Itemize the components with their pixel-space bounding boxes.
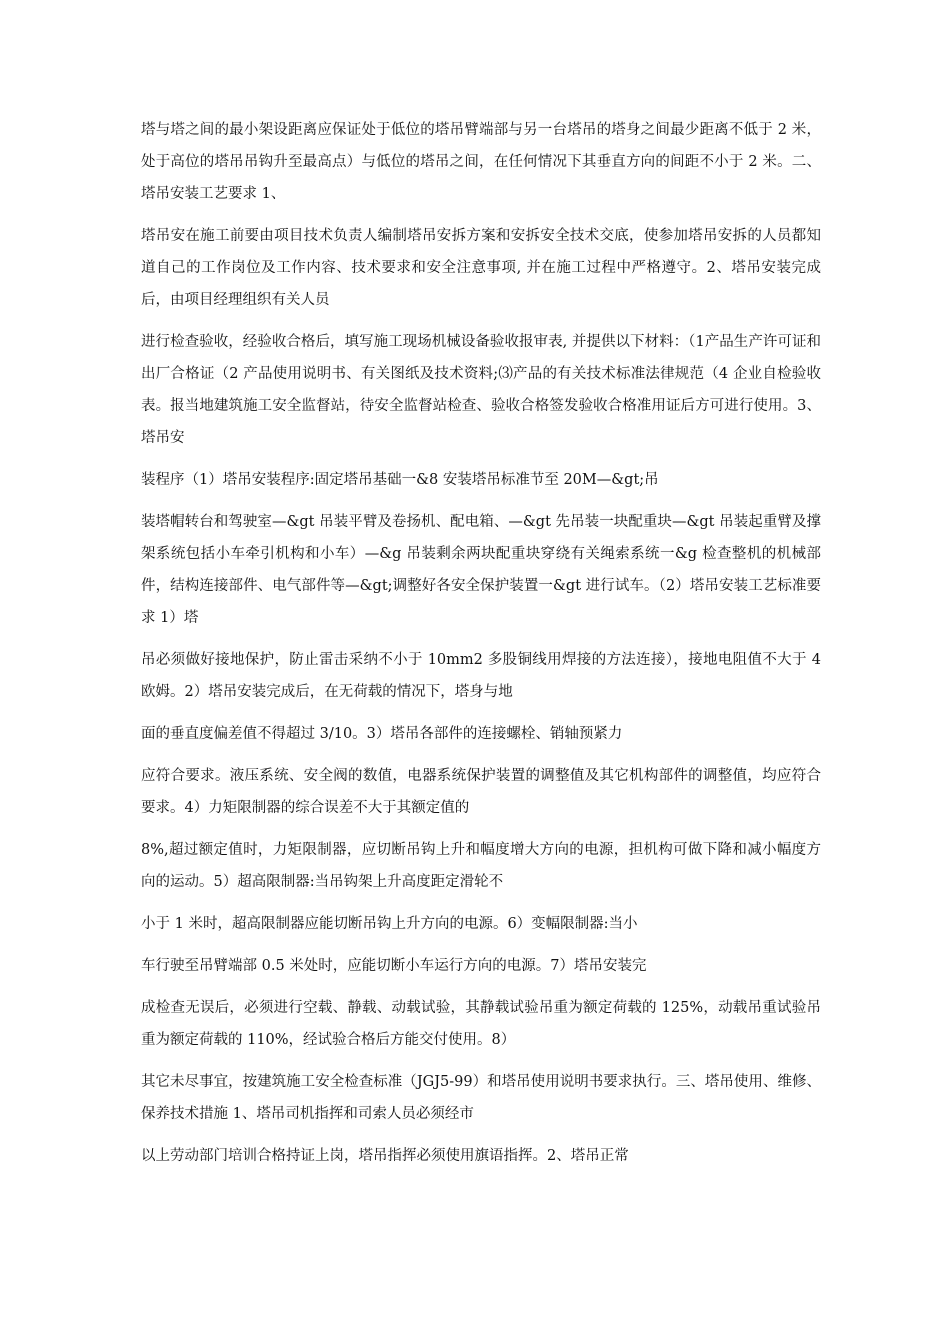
paragraph: 8%,超过额定值时，力矩限制器，应切断吊钩上升和幅度增大方向的电源，担机构可做下降和减小幅度方向的运动。5）超高限制器:当吊钩架上升高度距定滑轮不	[141, 842, 821, 890]
paragraph: 装塔帽转台和驾驶室—&gt 吊装平臂及卷扬机、配电箱、—&gt 先吊装一块配重块—&gt 吊装起重臂及撑架系统包括小车牵引机构和小车）—&g 吊装剩余两块配重块穿绕有关绳索系统一&g 检查整机的机械部件，结构连接部件、电气部件等—&gt;调整好各安全保护装置一&gt 进行试车。（2）塔吊安装工艺标准要求 1）塔	[141, 514, 821, 626]
paragraph: 塔与塔之间的最小架设距离应保证处于低位的塔吊臂端部与另一台塔吊的塔身之间最少距离不低于 2 米，处于高位的塔吊吊钩升至最高点）与低位的塔吊之间，在任何情况下其垂直方向的间距不小于 2 米。二、塔吊安装工艺要求 1、	[141, 122, 821, 202]
paragraph: 小于 1 米时，超高限制器应能切断吊钩上升方向的电源。6）变幅限制器:当小	[141, 916, 638, 932]
paragraph: 进行检查验收，经验收合格后，填写施工现场机械设备验收报审表, 并提供以下材料：（1产品生产许可证和出厂合格证（2 产品使用说明书、有关图纸及技术资料;⑶产品的有关技术标准法律规范（4 企业自检验收表。报当地建筑施工安全监督站，待安全监督站检查、验收合格签发验收合格准用证后方可进行使用。3、塔吊安	[141, 334, 821, 446]
paragraph: 成检查无误后，必须进行空载、静载、动载试验，其静载试验吊重为额定荷载的 125%，动载吊重试验吊重为额定荷载的 110%，经试验合格后方能交付使用。8）	[141, 1000, 821, 1048]
paragraph: 其它未尽事宜，按建筑施工安全检查标准（JGJ5-99）和塔吊使用说明书要求执行。三、塔吊使用、维修、保养技术措施 1、塔吊司机指挥和司索人员必须经市	[141, 1074, 821, 1122]
document-body	[141, 114, 821, 1182]
paragraph: 面的垂直度偏差值不得超过 3/10。3）塔吊各部件的连接螺栓、销轴预紧力	[141, 726, 623, 742]
paragraph: 塔吊安在施工前要由项目技术负责人编制塔吊安拆方案和安拆安全技术交底，使参加塔吊安拆的人员都知道自己的工作岗位及工作内容、技术要求和安全注意事项, 并在施工过程中严格遵守。2、塔吊安装完成后，由项目经理组织有关人员	[141, 228, 821, 308]
paragraph: 车行驶至吊臂端部 0.5 米处时，应能切断小车运行方向的电源。7）塔吊安装完	[141, 958, 647, 974]
paragraph: 以上劳动部门培训合格持证上岗，塔吊指挥必须使用旗语指挥。2、塔吊正常	[141, 1148, 629, 1164]
paragraph: 应符合要求。液压系统、安全阀的数值，电器系统保护装置的调整值及其它机构部件的调整值，均应符合要求。4）力矩限制器的综合误差不大于其额定值的	[141, 768, 821, 816]
paragraph: 装程序（1）塔吊安装程序:固定塔吊基础一&8 安装塔吊标准节至 20M—&gt;吊	[141, 472, 659, 488]
paragraph: 吊必须做好接地保护，防止雷击采纳不小于 10mm2 多股铜线用焊接的方法连接），接地电阻值不大于 4 欧姆。2）塔吊安装完成后，在无荷载的情况下，塔身与地	[141, 652, 821, 700]
